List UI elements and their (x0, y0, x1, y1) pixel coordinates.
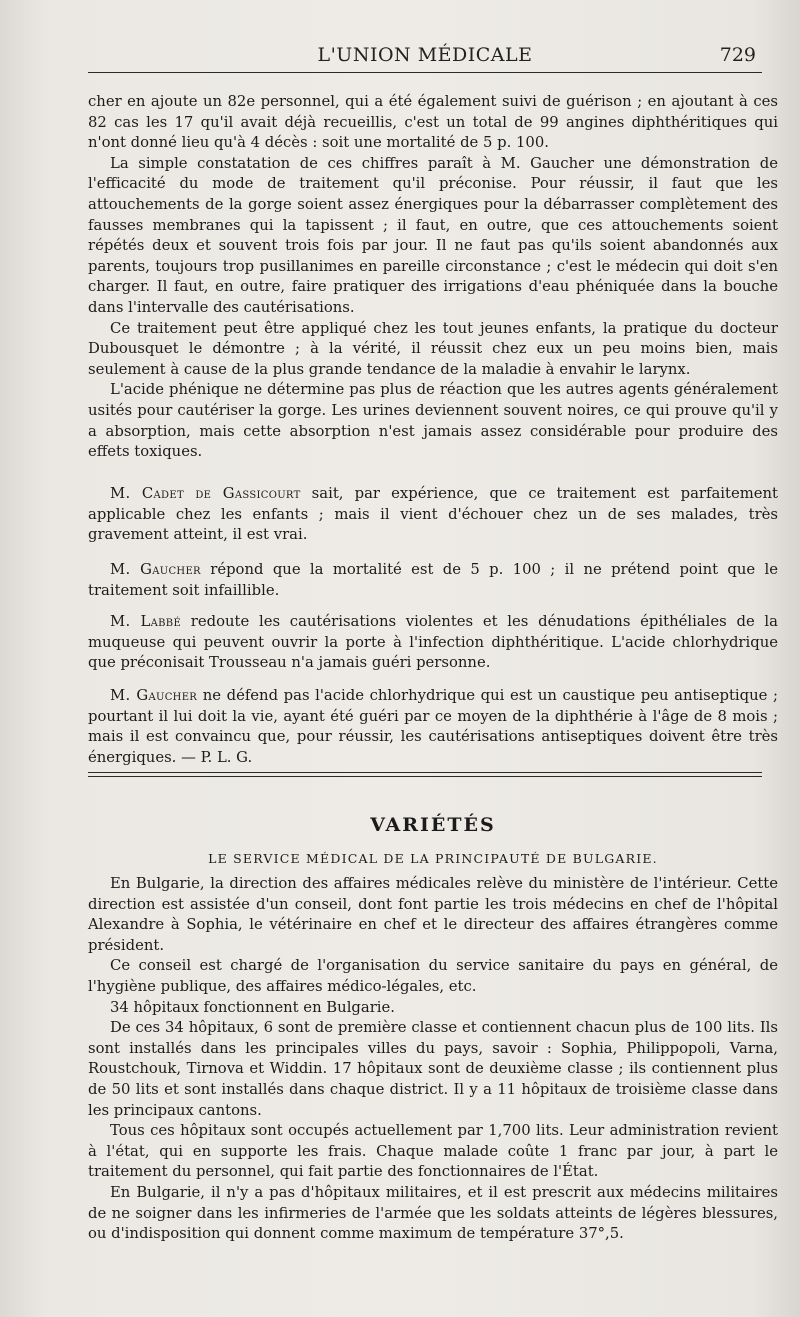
paragraph: De ces 34 hôpitaux, 6 sont de première classe et contiennent chacun plus de 100 lits. Ils sont installés dans les principales villes du pays, savoir : Sophia, Philippopoli, Varna, Roustchouk, Tirnova et Widdin. 17 hôpitaux sont de deuxième classe ; ils contiennent plus de 50 lits et sont installés dans chaque district. Il y a 11 hôpitaux de troisième classe dans les principaux cantons. (88, 1019, 778, 1119)
paragraph: 34 hôpitaux fonctionnent en Bulgarie. (110, 998, 395, 1016)
discussion-entry (88, 484, 778, 546)
discussion-entry (88, 612, 778, 674)
paragraph: Ce traitement peut être appliqué chez les tout jeunes enfants, la pratique du docteur Dubousquet le démontre ; à la vérité, il réussit chez eux un peu moins bien, mais seulement à cause de la plus grande tendance de la maladie à envahir le larynx. (88, 319, 778, 378)
discussion-entry (88, 686, 778, 768)
running-title: L'UNION MÉDICALE (317, 44, 533, 66)
body-text-bottom (88, 874, 778, 1245)
body-text-top (88, 92, 778, 463)
discussion (88, 686, 778, 768)
discussion (88, 484, 778, 546)
page-header (88, 40, 762, 70)
discussion-text: répond que la mortalité est de 5 p. 100 ; il ne prétend point que le traitement soit infaillible. (88, 561, 778, 599)
speaker-name: M. Gaucher (110, 561, 201, 578)
discussion (88, 612, 778, 674)
discussion (88, 560, 778, 601)
header-rule (88, 72, 762, 73)
paragraph: En Bulgarie, il n'y a pas d'hôpitaux militaires, et il est prescrit aux médecins militaires de ne soigner dans les infirmeries de l'armée que les soldats atteints de légères blessures, ou d'indisposition qui donnent comme maximum de température 37°,5. (88, 1183, 778, 1243)
page-number: 729 (719, 44, 756, 66)
speaker-name: M. Gaucher (110, 687, 198, 704)
paragraph: La simple constatation de ces chiffres paraît à M. Gaucher une démonstration de l'efficacité du mode de traitement qu'il préconise. Pour réussir, il faut que les attouchements de la gorge soient assez énergiques pour la débarrasser complètement des fausses membranes qui la tapissent ; il faut, en outre, que ces attouchements soient répétés deux et souvent trois fois par jour. Il ne faut pas qu'ils soient abandonnés aux parents, toujours trop pusillanimes en pareille circonstance ; c'est le médecin qui doit s'en charger. Il faut, en outre, faire pratiquer des irrigations d'eau phéniquée dans la bouche dans l'intervalle des cautérisations. (88, 154, 778, 316)
paragraph: Ce conseil est chargé de l'organisation du service sanitaire du pays en général, de l'hygiène publique, des affaires médico-légales, etc. (88, 957, 778, 995)
section-rule (88, 776, 762, 777)
discussion-text: sait, par expérience, que ce traitement est parfaitement applicable chez les enfants ; mais il vient d'échouer chez un de ses malades, très gravement atteint, il est vrai. (88, 485, 779, 544)
speaker-name: M. Cadet de Gassicourt (110, 485, 301, 502)
paragraph: cher en ajoute un 82e personnel, qui a été également suivi de guérison ; en ajoutant à ces 82 cas les 17 qu'il avait déjà recueillis, c'est un total de 99 angines diphthéritiques qui n'ont donné lieu qu'à 4 décès : soit une mortalité de 5 p. 100. (88, 93, 778, 152)
section-rule (88, 772, 762, 773)
paragraph: L'acide phénique ne détermine pas plus de réaction que les autres agents généralement usités pour cautériser la gorge. Les urines deviennent souvent noires, ce qui prouve qu'il y a absorption, mais cette absorption n'est jamais assez considérable pour produire des effets toxiques. (88, 381, 778, 461)
speaker-name: M. Labbé (110, 613, 182, 630)
discussion-entry (88, 560, 778, 601)
discussion-text: ne défend pas l'acide chlorhydrique qui est un caustique peu antiseptique ; pourtant il lui doit la vie, ayant été guéri par ce moyen de la diphthérie à l'âge de 8 mois ; mais il est convaincu que, pour réussir, les cautérisations antiseptiques doivent être très énergiques. — P. L. G. (88, 687, 778, 766)
paragraph: Tous ces hôpitaux sont occupés actuellement par 1,700 lits. Leur administration revient à l'état, qui en supporte les frais. Chaque malade coûte 1 franc par jour, à part le traitement du personnel, qui fait partie des fonctionnaires de l'État. (88, 1122, 778, 1181)
article-title: LE SERVICE MÉDICAL DE LA PRINCIPAUTÉ DE BULGARIE. (208, 851, 658, 866)
paragraph: En Bulgarie, la direction des affaires médicales relève du ministère de l'intérieur. Cette direction est assistée d'un conseil, dont font partie les trois médecins en chef de l'hôpital Alexandre à Sophia, le vétérinaire en chef et le directeur des affaires étrangères comme président. (88, 875, 778, 954)
discussion-text: redoute les cautérisations violentes et les dénudations épithéliales de la muqueuse qui peuvent ouvrir la porte à l'infection diphthéritique. L'acide chlorhydrique que préconisait Trousseau n'a jamais guéri personne. (88, 613, 778, 672)
section-heading: VARIÉTÉS (370, 814, 496, 836)
